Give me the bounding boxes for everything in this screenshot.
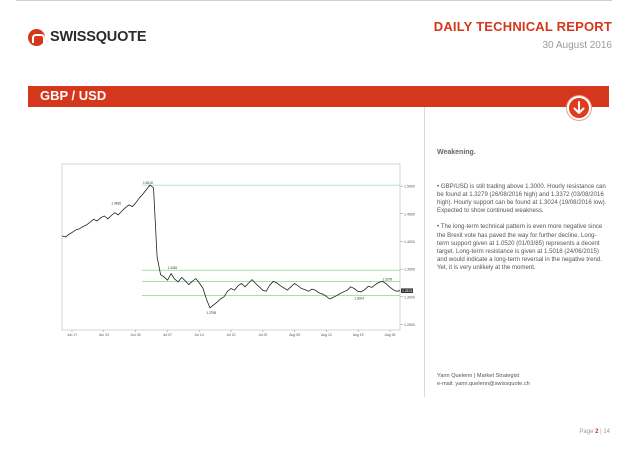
author-email: e-mail: yann.quelenn@swissquote.ch	[437, 381, 530, 387]
y-tick-label: 1.2500	[404, 323, 415, 328]
analysis-column	[437, 149, 607, 280]
author-block	[437, 372, 607, 388]
arrow-down-icon	[567, 96, 591, 120]
top-rule	[16, 0, 612, 1]
x-tick-label: Aug 26	[384, 333, 396, 337]
x-tick-label: Aug 19	[352, 333, 364, 337]
level-annotation: 1.3481	[167, 266, 178, 271]
analysis-paragraph-2: • The long-term technical pattern is even more negative since the Brexit vote has paved the way for further decline. Long-term support given at 1.0520 (01/03/85) represents a decent target. Long-term resistance is given at 1.5018 (24/06/2015) and would indicate a long-term reversal in the negative trend. Yet, it is very unlikely at the moment.	[437, 223, 603, 271]
analysis-headline: Weakening.	[437, 149, 476, 156]
x-tick-label: Jul 29	[258, 333, 268, 337]
level-annotation: 1.2798	[206, 310, 217, 315]
analysis-paragraph-1: • GBP/USD is still trading above 1.3000. Hourly resistance can be found at 1.3279 (26/08/2016 high) and 1.3372 (03/08/2016 high). Hourly support can be found at 1.3024 (19/08/2016 low). Expected to show continued weakness.	[437, 183, 607, 215]
level-annotation: 1.3279	[382, 277, 393, 282]
last-price-label: 1.3101	[402, 289, 413, 294]
x-tick-label: Jul 22	[226, 333, 236, 337]
logo-text: SWISSQUOTE	[50, 29, 147, 45]
y-tick-label: 1.5000	[404, 184, 415, 189]
x-tick-label: Jul 14	[194, 333, 204, 337]
report-title: DAILY TECHNICAL REPORT	[433, 19, 612, 34]
report-date: 30 August 2016	[542, 40, 612, 51]
currency-pair-title: GBP / USD	[40, 88, 107, 103]
y-tick-label: 1.4000	[404, 240, 415, 245]
level-annotation: 1.5018	[142, 181, 153, 186]
level-annotation: 1.3024	[354, 296, 364, 301]
x-tick-label: Aug 12	[321, 333, 332, 337]
x-tick-label: Jun 17	[66, 333, 78, 337]
page-footer: Page 2 | 14	[579, 429, 610, 435]
page-total: 14	[603, 429, 610, 435]
x-tick-label: Aug 05	[289, 333, 300, 337]
x-tick-label: Jun 30	[130, 333, 141, 337]
x-tick-label: Jun 23	[98, 333, 109, 337]
y-tick-label: 1.4500	[404, 212, 415, 217]
section-title-bar	[28, 86, 609, 107]
author-name: Yann Quelenn | Market Strategist	[437, 373, 520, 379]
x-tick-label: Jul 07	[162, 333, 172, 337]
page-number: 2	[595, 429, 599, 435]
plot-frame	[62, 164, 400, 330]
page-label: Page	[579, 429, 594, 435]
y-tick-label: 1.3000	[404, 295, 415, 300]
gbpusd-chart	[60, 160, 415, 345]
swissquote-logo-icon	[28, 29, 45, 46]
y-tick-label: 1.3500	[404, 267, 415, 272]
swissquote-logo	[28, 28, 146, 46]
column-divider	[424, 107, 425, 397]
level-annotation: 1.4635	[111, 201, 122, 206]
